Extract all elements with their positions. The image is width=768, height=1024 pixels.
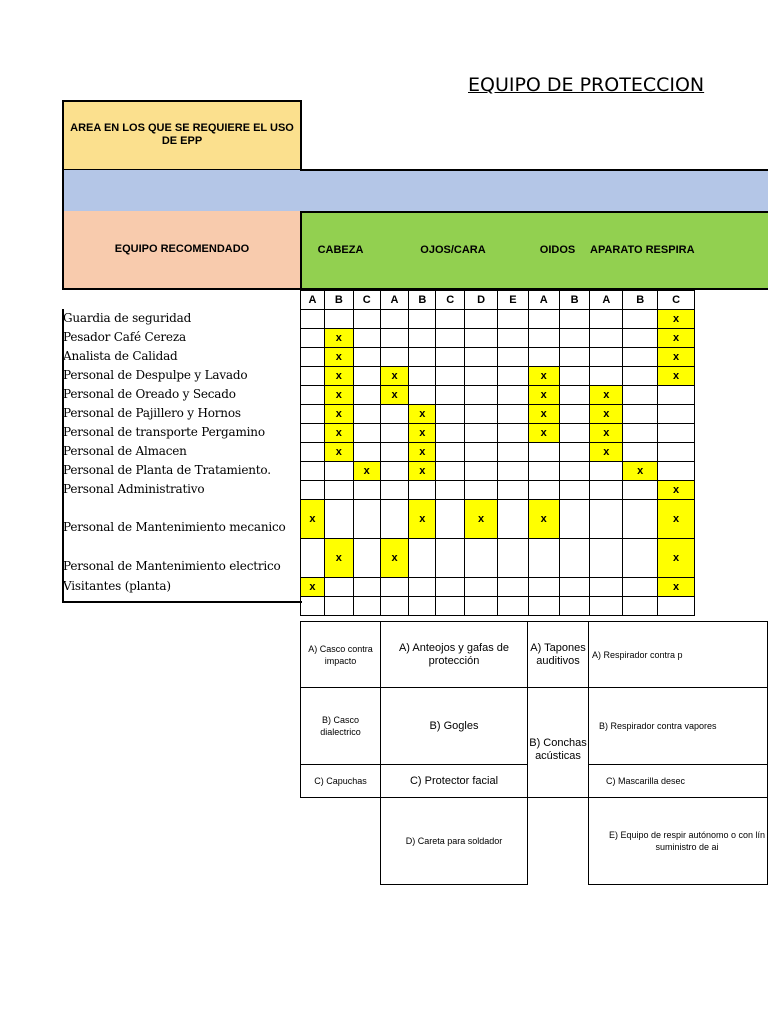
legend-ojos-c: C) Protector facial bbox=[380, 764, 528, 798]
left-border bbox=[62, 309, 64, 603]
column-letter: C bbox=[353, 291, 380, 310]
column-letter: C bbox=[436, 291, 465, 310]
row-label: Personal de Oreado y Secado bbox=[63, 387, 236, 401]
empty-cell bbox=[409, 310, 436, 329]
empty-cell bbox=[658, 405, 695, 424]
mark-cell: x bbox=[409, 405, 436, 424]
empty-cell bbox=[497, 481, 528, 500]
mark-cell: x bbox=[301, 500, 325, 539]
empty-cell bbox=[301, 597, 325, 616]
mark-cell: x bbox=[353, 462, 380, 481]
empty-cell bbox=[409, 539, 436, 578]
epp-grid bbox=[300, 290, 695, 616]
column-letter: D bbox=[465, 291, 498, 310]
empty-cell bbox=[436, 386, 465, 405]
empty-cell bbox=[380, 329, 409, 348]
empty-cell bbox=[380, 424, 409, 443]
empty-cell bbox=[324, 462, 353, 481]
empty-cell bbox=[465, 386, 498, 405]
empty-cell bbox=[436, 443, 465, 462]
mark-cell: x bbox=[590, 424, 623, 443]
mark-cell: x bbox=[658, 329, 695, 348]
empty-cell bbox=[301, 310, 325, 329]
group-cabeza: CABEZA bbox=[300, 211, 381, 290]
empty-cell bbox=[497, 597, 528, 616]
empty-cell bbox=[465, 443, 498, 462]
empty-cell bbox=[658, 424, 695, 443]
mark-cell: x bbox=[658, 578, 695, 597]
row-label: Personal de Almacen bbox=[63, 444, 187, 458]
empty-cell bbox=[465, 578, 498, 597]
empty-cell bbox=[324, 310, 353, 329]
mark-cell: x bbox=[658, 367, 695, 386]
column-letter: A bbox=[380, 291, 409, 310]
empty-cell bbox=[528, 443, 559, 462]
empty-cell bbox=[497, 443, 528, 462]
mark-cell: x bbox=[324, 367, 353, 386]
mark-cell: x bbox=[324, 443, 353, 462]
empty-cell bbox=[353, 500, 380, 539]
mark-cell: x bbox=[324, 348, 353, 367]
empty-cell bbox=[623, 310, 658, 329]
empty-cell bbox=[353, 578, 380, 597]
mark-cell: x bbox=[590, 386, 623, 405]
empty-cell bbox=[409, 481, 436, 500]
empty-cell bbox=[436, 578, 465, 597]
mark-cell: x bbox=[380, 539, 409, 578]
empty-cell bbox=[528, 539, 559, 578]
table-row bbox=[301, 500, 695, 539]
empty-cell bbox=[465, 405, 498, 424]
mark-cell: x bbox=[528, 424, 559, 443]
page-title: EQUIPO DE PROTECCION bbox=[468, 74, 705, 96]
group-aparato-respiratorio: APARATO RESPIRA bbox=[588, 211, 768, 290]
legend-cabeza-a: A) Casco contra impacto bbox=[300, 621, 381, 688]
empty-cell bbox=[623, 329, 658, 348]
row-label: Personal de Mantenimiento mecanico bbox=[63, 520, 286, 534]
empty-cell bbox=[528, 578, 559, 597]
mark-cell: x bbox=[324, 386, 353, 405]
empty-cell bbox=[380, 405, 409, 424]
table-row bbox=[301, 597, 695, 616]
empty-cell bbox=[590, 329, 623, 348]
empty-cell bbox=[559, 348, 590, 367]
empty-cell bbox=[353, 597, 380, 616]
empty-cell bbox=[301, 405, 325, 424]
legend-resp-b: B) Respirador contra vapores bbox=[588, 687, 768, 765]
empty-cell bbox=[353, 348, 380, 367]
table-row bbox=[301, 424, 695, 443]
empty-cell bbox=[465, 348, 498, 367]
mark-cell: x bbox=[301, 578, 325, 597]
mark-cell: x bbox=[528, 386, 559, 405]
empty-cell bbox=[301, 386, 325, 405]
empty-cell bbox=[409, 348, 436, 367]
empty-cell bbox=[623, 348, 658, 367]
equipo-header: EQUIPO RECOMENDADO bbox=[62, 211, 302, 290]
empty-cell bbox=[436, 539, 465, 578]
table-row bbox=[301, 386, 695, 405]
empty-cell bbox=[590, 578, 623, 597]
empty-cell bbox=[380, 578, 409, 597]
mark-cell: x bbox=[380, 367, 409, 386]
empty-cell bbox=[559, 386, 590, 405]
empty-cell bbox=[497, 367, 528, 386]
mark-cell: x bbox=[409, 500, 436, 539]
empty-cell bbox=[436, 405, 465, 424]
empty-cell bbox=[590, 310, 623, 329]
legend-oidos-a: A) Tapones auditivos bbox=[527, 621, 589, 688]
empty-cell bbox=[436, 367, 465, 386]
empty-cell bbox=[559, 481, 590, 500]
legend-resp-e: E) Equipo de respir autónomo o con lín suministro de ai bbox=[588, 797, 768, 885]
empty-cell bbox=[497, 310, 528, 329]
mark-cell: x bbox=[324, 405, 353, 424]
empty-cell bbox=[353, 481, 380, 500]
empty-cell bbox=[324, 500, 353, 539]
column-letter: A bbox=[590, 291, 623, 310]
empty-cell bbox=[465, 329, 498, 348]
empty-cell bbox=[465, 462, 498, 481]
empty-cell bbox=[465, 367, 498, 386]
empty-cell bbox=[353, 405, 380, 424]
empty-cell bbox=[436, 462, 465, 481]
legend-ojos-d: D) Careta para soldador bbox=[380, 797, 528, 885]
mark-cell: x bbox=[409, 424, 436, 443]
column-letter: B bbox=[559, 291, 590, 310]
empty-cell bbox=[436, 329, 465, 348]
empty-cell bbox=[658, 386, 695, 405]
empty-cell bbox=[497, 539, 528, 578]
empty-cell bbox=[301, 329, 325, 348]
empty-cell bbox=[436, 597, 465, 616]
empty-cell bbox=[353, 443, 380, 462]
empty-cell bbox=[623, 481, 658, 500]
empty-cell bbox=[380, 348, 409, 367]
mark-cell: x bbox=[324, 329, 353, 348]
empty-cell bbox=[301, 367, 325, 386]
table-row bbox=[301, 443, 695, 462]
empty-cell bbox=[528, 481, 559, 500]
empty-cell bbox=[623, 443, 658, 462]
blue-band-right bbox=[300, 169, 768, 212]
mark-cell: x bbox=[324, 424, 353, 443]
empty-cell bbox=[528, 597, 559, 616]
legend-resp-a: A) Respirador contra p bbox=[588, 621, 768, 688]
empty-cell bbox=[353, 539, 380, 578]
empty-cell bbox=[497, 578, 528, 597]
empty-cell bbox=[465, 424, 498, 443]
empty-cell bbox=[559, 462, 590, 481]
empty-cell bbox=[409, 367, 436, 386]
empty-cell bbox=[559, 578, 590, 597]
column-letter: B bbox=[623, 291, 658, 310]
legend-ojos-b: B) Gogles bbox=[380, 687, 528, 765]
mark-cell: x bbox=[528, 500, 559, 539]
empty-cell bbox=[623, 597, 658, 616]
column-letters-row bbox=[301, 291, 695, 310]
empty-cell bbox=[353, 424, 380, 443]
column-letter: C bbox=[658, 291, 695, 310]
empty-cell bbox=[658, 597, 695, 616]
empty-cell bbox=[497, 405, 528, 424]
row-label: Visitantes (planta) bbox=[63, 579, 171, 593]
empty-cell bbox=[324, 481, 353, 500]
legend-resp-c: C) Mascarilla desec bbox=[588, 764, 768, 798]
table-row bbox=[301, 329, 695, 348]
table-row bbox=[301, 348, 695, 367]
empty-cell bbox=[559, 405, 590, 424]
mark-cell: x bbox=[465, 500, 498, 539]
column-letter: A bbox=[301, 291, 325, 310]
empty-cell bbox=[380, 310, 409, 329]
empty-cell bbox=[380, 462, 409, 481]
mark-cell: x bbox=[658, 310, 695, 329]
empty-cell bbox=[353, 386, 380, 405]
empty-cell bbox=[590, 597, 623, 616]
empty-cell bbox=[497, 329, 528, 348]
empty-cell bbox=[559, 329, 590, 348]
legend-ojos-a: A) Anteojos y gafas de protección bbox=[380, 621, 528, 688]
empty-cell bbox=[497, 462, 528, 481]
empty-cell bbox=[353, 367, 380, 386]
empty-cell bbox=[301, 443, 325, 462]
column-letter: E bbox=[497, 291, 528, 310]
row-label: Personal de transporte Pergamino bbox=[63, 425, 265, 439]
empty-cell bbox=[497, 500, 528, 539]
empty-cell bbox=[409, 386, 436, 405]
empty-cell bbox=[528, 310, 559, 329]
empty-cell bbox=[301, 348, 325, 367]
empty-cell bbox=[436, 481, 465, 500]
empty-cell bbox=[623, 386, 658, 405]
empty-cell bbox=[380, 500, 409, 539]
row-label: Personal de Despulpe y Lavado bbox=[63, 368, 248, 382]
empty-cell bbox=[497, 386, 528, 405]
row-label: Guardia de seguridad bbox=[63, 311, 192, 325]
table-row bbox=[301, 405, 695, 424]
mark-cell: x bbox=[528, 367, 559, 386]
table-row bbox=[301, 367, 695, 386]
empty-cell bbox=[528, 329, 559, 348]
empty-cell bbox=[301, 424, 325, 443]
empty-cell bbox=[623, 500, 658, 539]
empty-cell bbox=[380, 597, 409, 616]
empty-cell bbox=[380, 481, 409, 500]
empty-cell bbox=[465, 539, 498, 578]
table-row bbox=[301, 310, 695, 329]
column-letter: A bbox=[528, 291, 559, 310]
empty-cell bbox=[590, 539, 623, 578]
bottom-border bbox=[62, 601, 302, 603]
group-ojos-cara: OJOS/CARA bbox=[379, 211, 529, 290]
mark-cell: x bbox=[658, 348, 695, 367]
empty-cell bbox=[436, 310, 465, 329]
table-row bbox=[301, 539, 695, 578]
empty-cell bbox=[465, 481, 498, 500]
row-label: Analista de Calidad bbox=[63, 349, 178, 363]
empty-cell bbox=[497, 424, 528, 443]
empty-cell bbox=[559, 443, 590, 462]
row-label: Personal Administrativo bbox=[63, 482, 205, 496]
empty-cell bbox=[465, 597, 498, 616]
empty-cell bbox=[301, 539, 325, 578]
table-row bbox=[301, 462, 695, 481]
empty-cell bbox=[409, 329, 436, 348]
empty-cell bbox=[353, 329, 380, 348]
empty-cell bbox=[559, 500, 590, 539]
mark-cell: x bbox=[528, 405, 559, 424]
empty-cell bbox=[380, 443, 409, 462]
mark-cell: x bbox=[409, 443, 436, 462]
empty-cell bbox=[559, 367, 590, 386]
empty-cell bbox=[528, 462, 559, 481]
empty-cell bbox=[465, 310, 498, 329]
blue-band-left bbox=[62, 170, 302, 213]
column-letter: B bbox=[409, 291, 436, 310]
legend-oidos-b: B) Conchas acústicas bbox=[527, 687, 589, 798]
empty-cell bbox=[324, 597, 353, 616]
empty-cell bbox=[559, 310, 590, 329]
empty-cell bbox=[559, 597, 590, 616]
table-row bbox=[301, 578, 695, 597]
row-label: Personal de Planta de Tratamiento. bbox=[63, 463, 271, 477]
empty-cell bbox=[623, 539, 658, 578]
empty-cell bbox=[658, 462, 695, 481]
empty-cell bbox=[301, 462, 325, 481]
mark-cell: x bbox=[409, 462, 436, 481]
row-label: Personal de Mantenimiento electrico bbox=[63, 559, 281, 573]
mark-cell: x bbox=[658, 539, 695, 578]
empty-cell bbox=[590, 462, 623, 481]
area-header: AREA EN LOS QUE SE REQUIERE EL USO DE EPP bbox=[62, 100, 302, 171]
table-row bbox=[301, 481, 695, 500]
legend-cabeza-b: B) Casco dialectrico bbox=[300, 687, 381, 765]
empty-cell bbox=[497, 348, 528, 367]
mark-cell: x bbox=[658, 481, 695, 500]
row-label: Personal de Pajillero y Hornos bbox=[63, 406, 241, 420]
mark-cell: x bbox=[590, 443, 623, 462]
empty-cell bbox=[623, 424, 658, 443]
mark-cell: x bbox=[380, 386, 409, 405]
empty-cell bbox=[623, 405, 658, 424]
mark-cell: x bbox=[590, 405, 623, 424]
empty-cell bbox=[353, 310, 380, 329]
empty-cell bbox=[559, 539, 590, 578]
empty-cell bbox=[590, 367, 623, 386]
empty-cell bbox=[590, 481, 623, 500]
empty-cell bbox=[559, 424, 590, 443]
empty-cell bbox=[436, 424, 465, 443]
empty-cell bbox=[409, 597, 436, 616]
empty-cell bbox=[528, 348, 559, 367]
empty-cell bbox=[409, 578, 436, 597]
empty-cell bbox=[590, 348, 623, 367]
empty-cell bbox=[623, 578, 658, 597]
empty-cell bbox=[301, 481, 325, 500]
empty-cell bbox=[436, 348, 465, 367]
empty-cell bbox=[658, 443, 695, 462]
empty-cell bbox=[324, 578, 353, 597]
row-label: Pesador Café Cereza bbox=[63, 330, 186, 344]
mark-cell: x bbox=[623, 462, 658, 481]
empty-cell bbox=[436, 500, 465, 539]
group-oidos: OIDOS bbox=[527, 211, 590, 290]
legend-cabeza-c: C) Capuchas bbox=[300, 764, 381, 798]
empty-cell bbox=[590, 500, 623, 539]
mark-cell: x bbox=[658, 500, 695, 539]
empty-cell bbox=[623, 367, 658, 386]
column-letter: B bbox=[324, 291, 353, 310]
mark-cell: x bbox=[324, 539, 353, 578]
